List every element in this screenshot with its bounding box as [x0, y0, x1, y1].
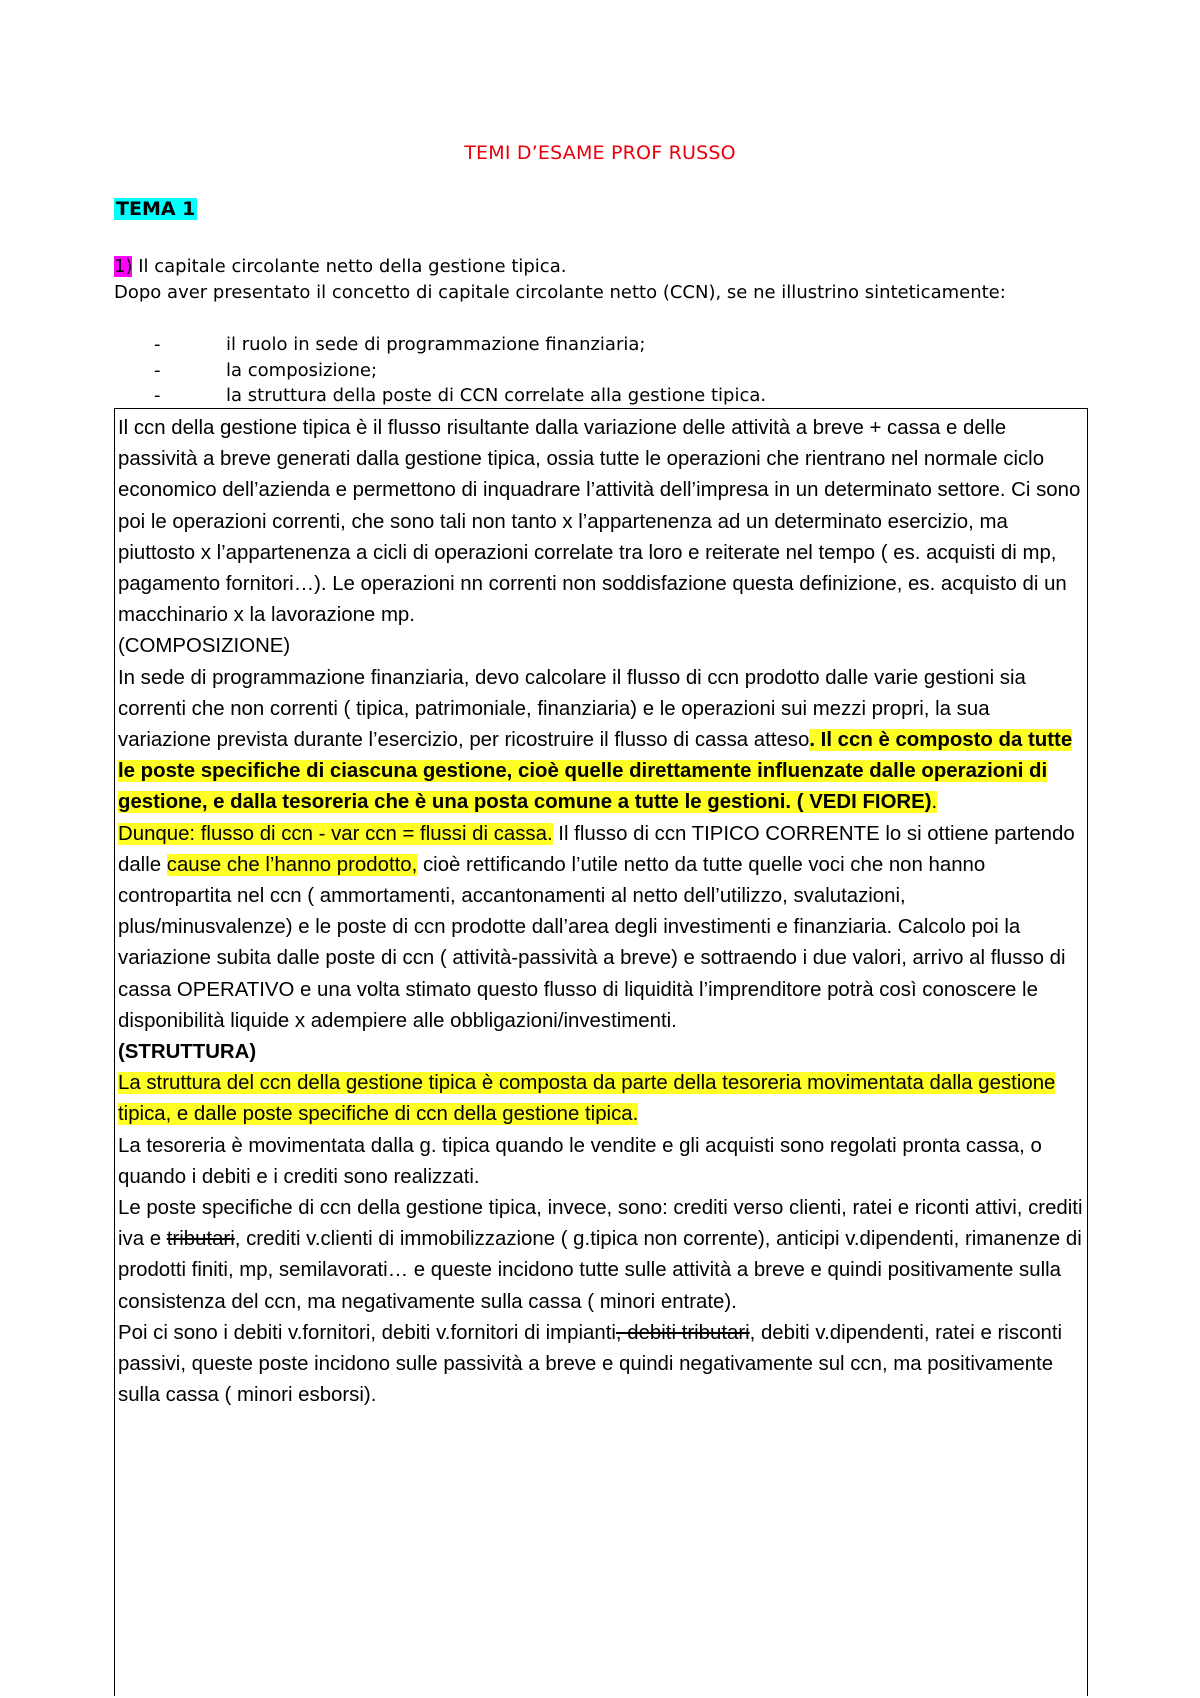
question-block: [114, 254, 1074, 306]
answer-paragraph-flusso: [118, 819, 1084, 1037]
answer-paragraph-poste-passive: [118, 1318, 1084, 1412]
highlighted-text: cause che l’hanno prodotto,: [166, 853, 418, 876]
document-title: TEMI D’ESAME PROF RUSSO: [464, 142, 736, 164]
list-item: [154, 383, 766, 409]
plain-text: Poi ci sono i debiti v.fornitori, debiti v.fornitori di impianti: [118, 1321, 616, 1344]
tema-label: TEMA 1: [116, 198, 196, 220]
list-item: [154, 332, 766, 358]
section-label-composizione: (COMPOSIZIONE): [118, 635, 291, 658]
highlighted-text: .: [931, 791, 938, 814]
question-bullet-list: [154, 332, 766, 409]
highlighted-bold-text: . Il ccn è composto da tutte le poste specifiche di ciascuna gestione, cioè quelle direttamente influenzate dalle operazioni di gestione, e dalla tesoreria che è una posta comune a tutte le gestioni. ( VEDI FIORE): [118, 729, 1073, 814]
struck-text: , debiti tributari: [615, 1321, 750, 1344]
plain-text: Il flusso di ccn TIPICO CORRENTE lo si ottiene partendo dalle: [118, 822, 1075, 876]
list-item: [154, 358, 766, 384]
answer-paragraph-tesoreria: La tesoreria è movimentata dalla g. tipica quando le vendite e gli acquisti sono regolati pronta cassa, o quando i debiti e i crediti sono realizzati.: [118, 1134, 1042, 1188]
highlighted-text: Dunque: flusso di ccn - var ccn = flussi di cassa.: [118, 822, 553, 845]
bullet-dash: -: [154, 334, 161, 355]
plain-text: cioè rettificando l’utile netto da tutte quelle voci che non hanno contropartita nel ccn ( ammortamenti, accantonamenti al netto dell’utilizzo, svalutazioni, plus/minusvalenze) e le poste di ccn prodotte dall’area degli investimenti e finanziaria. Calcolo poi la variazione subita dalle poste di ccn ( attività-passività a breve) e sottraendo i due valori, arrivo al flusso di cassa OPERATIVO e una volta stimato questo flusso di liquidità l’imprenditore potrà così conoscere le disponibilità liquide x adempiere alle obbligazioni/investimenti.: [118, 853, 1066, 1032]
highlighted-text: La struttura del ccn della gestione tipica è composta da parte della tesoreria movimentata dalla gestione tipica, e dalle poste specifiche di ccn della gestione tipica.: [118, 1072, 1056, 1126]
answer-paragraph-composizione: [118, 663, 1084, 819]
plain-text: In sede di programmazione finanziaria, devo calcolare il flusso di ccn prodotto dalle varie gestioni sia correnti che non correnti ( tipica, patrimoniale, finanziaria) e le operazioni sui mezzi propri, la sua variazione prevista durante l’esercizio, per ricostruire il flusso di cassa atteso: [118, 666, 1026, 752]
plain-text: , debiti v.dipendenti, ratei e risconti passivi, queste poste incidono sulle passività a breve e quindi negativamente sul ccn, ma positivamente sulla cassa ( minori esborsi).: [118, 1321, 1063, 1407]
question-number: 1): [114, 256, 133, 277]
struck-text: tributari: [166, 1228, 235, 1251]
bullet-text: la struttura della poste di CCN correlate alla gestione tipica.: [226, 385, 767, 406]
bullet-text: il ruolo in sede di programmazione finanziaria;: [226, 334, 646, 355]
question-intro: Dopo aver presentato il concetto di capitale circolante netto (CCN), se ne illustrino sinteticamente:: [114, 282, 1006, 303]
bullet-text: la composizione;: [226, 359, 378, 381]
question-heading: [114, 254, 1074, 280]
answer-box: [114, 408, 1088, 1696]
plain-text: , crediti v.clienti di immobilizzazione ( g.tipica non corrente), anticipi v.dipendenti, rimanenze di prodotti finiti, mp, semilavorati… e queste incidono tutte sulle attività a breve e quindi positivamente sulla consistenza del ccn, ma negativamente sulla cassa ( minori entrate).: [118, 1228, 1082, 1313]
bullet-dash: -: [154, 385, 161, 406]
answer-paragraph-struttura: [118, 1068, 1084, 1130]
bullet-dash: -: [154, 359, 161, 381]
answer-paragraph-intro: Il ccn della gestione tipica è il flusso risultante dalla variazione delle attività a breve + cassa e delle passività a breve generati dalla gestione tipica, ossia tutte le operazioni che rientrano nel normale ciclo economico dell’azienda e permettono di inquadrare l’attività dell’impresa in un determinato settore. Ci sono poi le operazioni correnti, che sono tali non tanto x l’appartenenza ad un determinato esercizio, ma piuttosto x l’appartenenza a cicli di operazioni correlate tra loro e reiterate nel tempo ( es. acquisti di mp, pagamento fornitori…). Le operazioni nn correnti non soddisfazione questa definizione, es. acquisto di un macchinario x la lavorazione mp.: [118, 417, 1081, 627]
section-label-struttura: (STRUTTURA): [118, 1041, 257, 1064]
question-heading-text: Il capitale circolante netto della gestione tipica.: [132, 256, 567, 277]
answer-paragraph-poste-attive: [118, 1193, 1084, 1318]
plain-text: Le poste specifiche di ccn della gestione tipica, invece, sono: crediti verso clienti, ratei e riconti attivi, crediti iva e: [118, 1197, 1083, 1251]
